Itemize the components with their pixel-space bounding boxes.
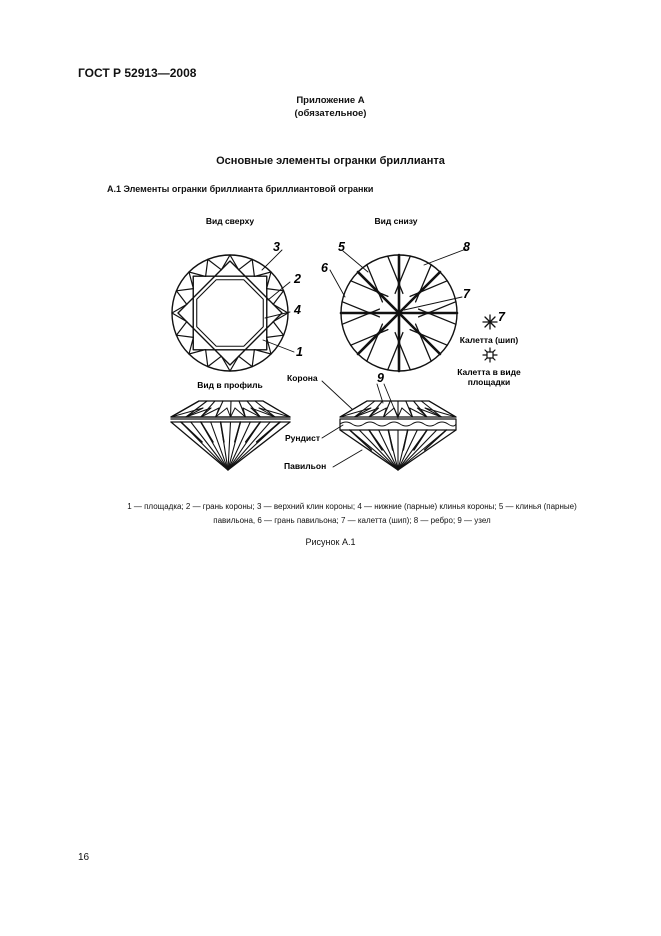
girdle-label: Рундист <box>285 433 321 443</box>
bottom-view-label: Вид снизу <box>374 216 418 226</box>
annex-status: (обязательное) <box>294 108 367 119</box>
number-9: 9 <box>377 371 384 385</box>
profile-view-label: Вид в профиль <box>197 380 263 390</box>
bottom-view-diagram <box>341 255 457 371</box>
legend-line-1: 1 — площадка; 2 — грань короны; 3 — верхний клин короны; 4 — нижние (парные) клинья короны; 5 — клинья (парные) <box>127 502 577 511</box>
number-8: 8 <box>463 240 470 254</box>
culet-facet-icon <box>483 348 497 362</box>
top-view-diagram <box>172 255 288 371</box>
figure-caption: Рисунок А.1 <box>305 537 356 547</box>
profile-view-diagram <box>171 401 290 470</box>
legend-line-2: павильона, 6 — грань павильона; 7 — калетта (шип); 8 — ребро; 9 — узел <box>213 516 491 525</box>
pavilion-label: Павильон <box>284 461 327 471</box>
number-1: 1 <box>296 345 303 359</box>
number-4: 4 <box>294 303 301 317</box>
section-heading: А.1 Элементы огранки бриллианта бриллиантовой огранки <box>107 184 374 194</box>
number-5: 5 <box>338 240 345 254</box>
culet-label: Калетта (шип) <box>459 335 519 345</box>
crown-label: Корона <box>287 373 318 383</box>
number-7: 7 <box>463 287 470 301</box>
culet-facet-label-2: площадки <box>467 377 511 387</box>
number-2: 2 <box>294 272 301 286</box>
number-3: 3 <box>273 240 280 254</box>
culet-star-icon <box>483 315 497 329</box>
culet-facet-label-1: Калетта в виде <box>457 367 521 377</box>
page-number: 16 <box>78 852 90 863</box>
figure-legend <box>92 500 612 528</box>
annex-title: Приложение А <box>296 95 365 106</box>
number-6: 6 <box>321 261 328 275</box>
document-header: ГОСТ Р 52913—2008 <box>78 66 197 80</box>
top-view-label: Вид сверху <box>205 216 255 226</box>
document-title: Основные элементы огранки бриллианта <box>216 155 445 167</box>
profile-view-annotated <box>340 401 456 470</box>
number-7-culet: 7 <box>498 310 505 324</box>
